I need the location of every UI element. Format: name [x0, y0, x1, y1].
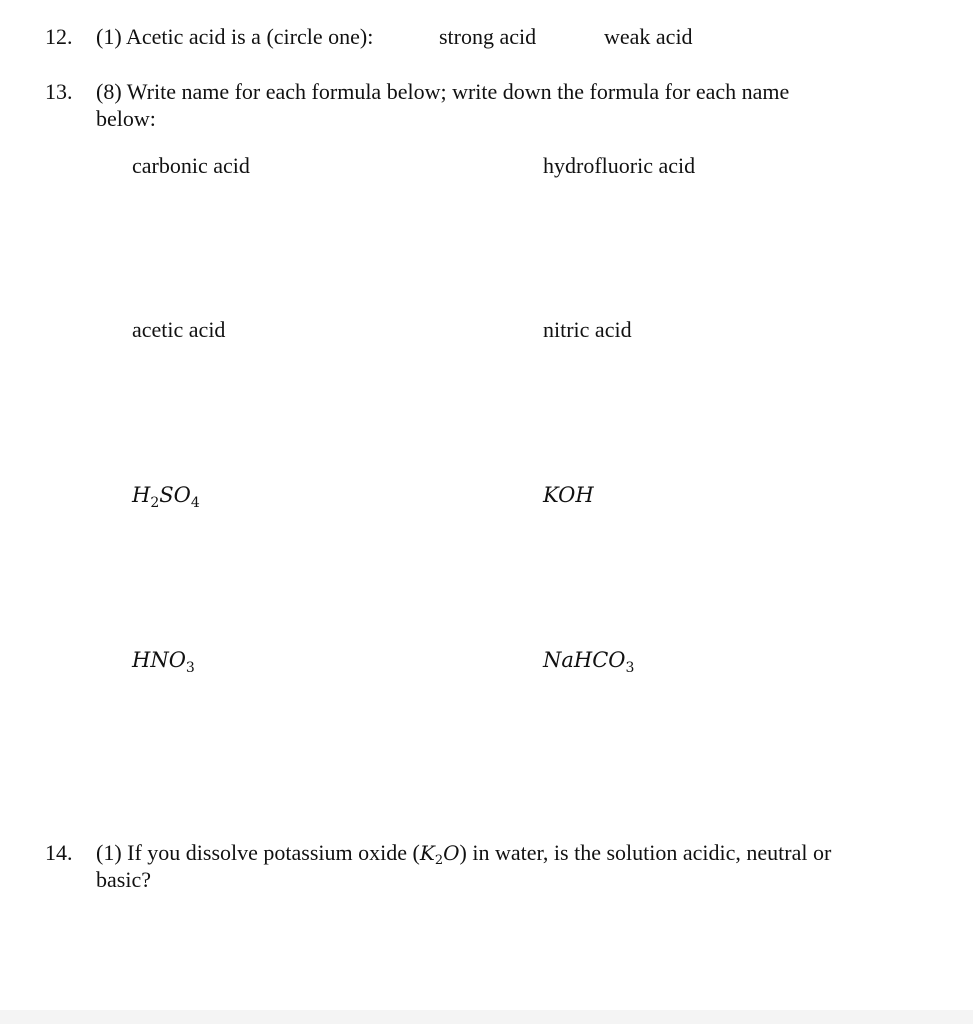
formula-part: O: [443, 841, 460, 865]
question-14-text-before: If you dissolve potassium oxide (: [127, 840, 420, 865]
question-13-text-continued: below:: [96, 106, 156, 131]
formula-subscript: 4: [190, 495, 200, 511]
question-13-number: 13.: [45, 79, 73, 104]
question-14-line: [96, 840, 831, 866]
potassium-oxide-formula: [419, 841, 460, 868]
option-weak-acid[interactable]: weak acid: [604, 24, 693, 49]
item-koh-formula: [543, 482, 594, 508]
question-14-number: 14.: [45, 840, 73, 865]
question-12-number: 12.: [45, 24, 73, 49]
formula-part: KOH: [543, 483, 594, 507]
item-h2so4-formula: [132, 482, 200, 511]
formula-part: HNO: [132, 648, 186, 672]
question-13-line: [96, 79, 789, 105]
formula-subscript: 2: [150, 495, 160, 511]
page-bottom-edge: [0, 1010, 973, 1024]
question-12-points: (1): [96, 24, 122, 49]
question-14-text-continued: basic?: [96, 867, 151, 892]
item-hno3-formula: [132, 647, 195, 676]
formula-subscript: 3: [185, 660, 195, 676]
question-13-points: (8): [96, 79, 122, 104]
item-nahco3-formula: [543, 647, 635, 676]
formula-part: K: [419, 841, 435, 865]
formula-part: SO: [159, 483, 191, 507]
formula-part: NaHCO: [543, 648, 626, 672]
item-acetic-acid: acetic acid: [132, 317, 226, 342]
item-nitric-acid: nitric acid: [543, 317, 632, 342]
formula-subscript: 3: [625, 660, 635, 676]
option-strong-acid[interactable]: strong acid: [439, 24, 537, 49]
item-carbonic-acid: carbonic acid: [132, 153, 250, 178]
question-14-text-after: ) in water, is the solution acidic, neutral or: [459, 840, 832, 865]
formula-subscript: 2: [434, 853, 444, 868]
question-13-text: Write name for each formula below; write down the formula for each name: [126, 79, 790, 104]
question-12-text: Acetic acid is a (circle one):: [125, 24, 374, 49]
item-hydrofluoric-acid: hydrofluoric acid: [543, 153, 696, 178]
question-12-line: [96, 24, 373, 50]
question-14-points: (1): [96, 840, 122, 865]
formula-part: H: [132, 483, 151, 507]
